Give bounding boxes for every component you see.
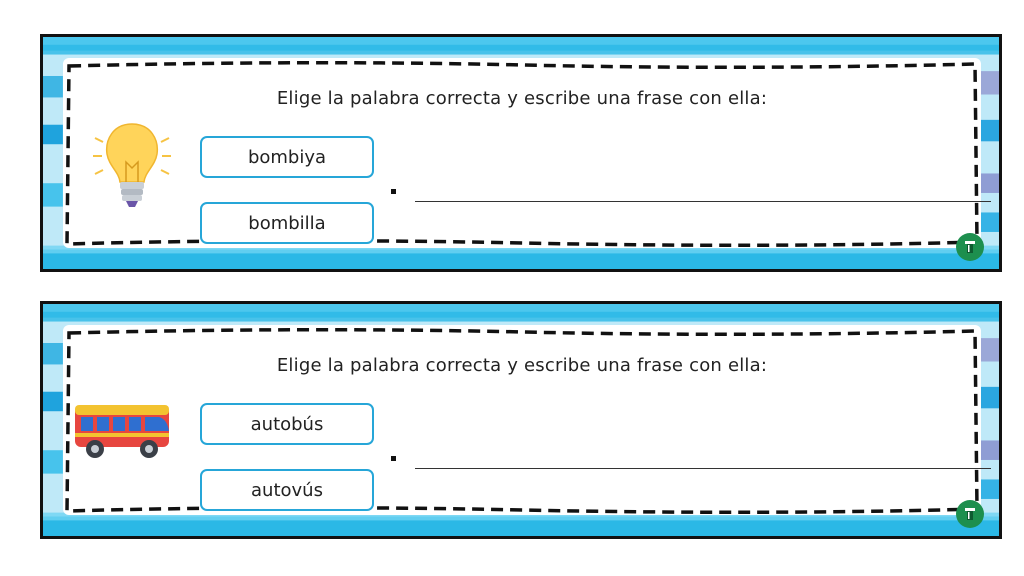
logo-badge-icon bbox=[956, 233, 984, 261]
lightbulb-icon bbox=[89, 118, 175, 218]
option-button[interactable]: bombilla bbox=[200, 202, 374, 244]
card-inner bbox=[63, 325, 981, 515]
bullet-dot bbox=[391, 189, 396, 194]
option-button[interactable]: bombiya bbox=[200, 136, 374, 178]
logo-badge-icon bbox=[956, 500, 984, 528]
bullet-dot bbox=[391, 456, 396, 461]
writing-line[interactable] bbox=[415, 468, 991, 469]
exercise-card bbox=[40, 301, 1002, 539]
card-inner bbox=[63, 58, 981, 248]
instruction-text: Elige la palabra correcta y escribe una frase con ella: bbox=[276, 88, 768, 109]
writing-line[interactable] bbox=[415, 201, 991, 202]
exercise-card bbox=[40, 34, 1002, 272]
instruction-text: Elige la palabra correcta y escribe una frase con ella: bbox=[276, 355, 768, 376]
bus-icon bbox=[73, 401, 173, 463]
option-button[interactable]: autovús bbox=[200, 469, 374, 511]
option-button[interactable]: autobús bbox=[200, 403, 374, 445]
